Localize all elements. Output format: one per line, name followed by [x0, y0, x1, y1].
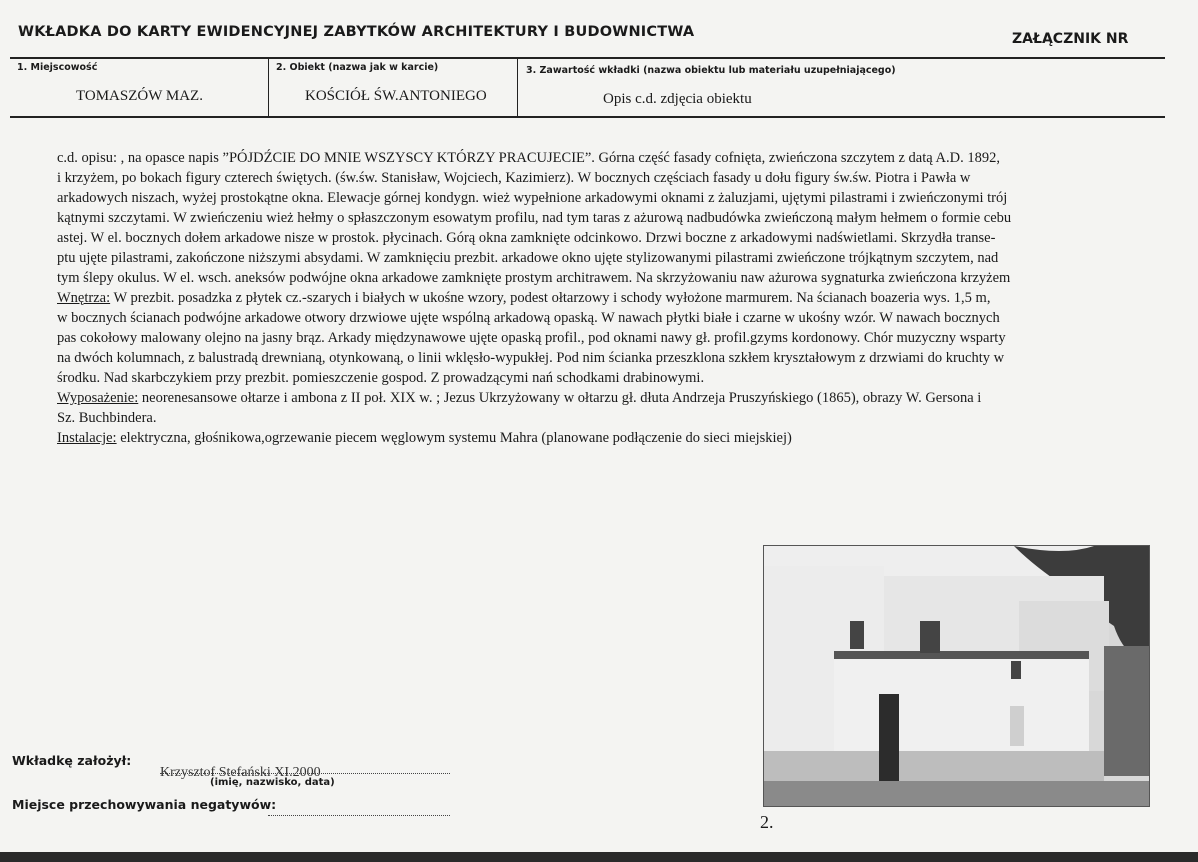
- desc-line: kątnymi szczytami. W zwieńczeniu wież hełmy o spłaszczonym esowatym profilu, nad tym taras z ażurową nadbudówka zwieńczoną małym hełmem o formie cebu: [57, 210, 1012, 226]
- field-divider-1: [268, 58, 269, 116]
- interior-section: [57, 288, 1185, 308]
- furnishings-line: Sz. Buchbindera.: [57, 410, 157, 426]
- interior-line: środku. Nad skarbczykiem przy prezbit. pomieszczenie gospod. Z prowadzącymi nań schodkami drabinowymi.: [57, 370, 705, 386]
- field-value-content: Opis c.d. zdjęcia obiektu: [603, 91, 752, 107]
- desc-line: ptu ujęte pilastrami, zakończone niższymi absydami. W zamknięciu prezbit. arkadowe okno ujęte stylizowanymi pilastrami zwieńczone trójkątnym szczytem, nad: [57, 250, 999, 266]
- church-photo: [763, 545, 1150, 807]
- negatives-dotted-line: [268, 815, 450, 816]
- desc-line: tym ślepy okulus. W el. wsch. aneksów podwójne okna arkadowe zamknięte prostym architrawem. Na skrzyżowaniu naw ażurowa sygnaturka zwieńczona krzyżem: [57, 270, 1011, 286]
- field-label-object: 2. Obiekt (nazwa jak w karcie): [276, 62, 439, 73]
- author-label: Wkładkę założył:: [12, 753, 132, 768]
- field-label-content: 3. Zawartość wkładki (nazwa obiektu lub materiału uzupełniającego): [526, 65, 896, 76]
- desc-line: i krzyżem, po bokach figury czterech świętych. (św.św. Stanisław, Wojciech, Kazimierz). W bocznych częściach fasady u dołu figury św.św. Piotra i Pawła w: [57, 170, 971, 186]
- installations-section: [57, 428, 1185, 448]
- installations-heading: Instalacje:: [57, 430, 117, 446]
- annex-label: ZAŁĄCZNIK NR: [1012, 31, 1129, 47]
- field-value-object: KOŚCIÓŁ ŚW.ANTONIEGO: [305, 88, 487, 104]
- furnishings-heading: Wyposażenie:: [57, 390, 139, 406]
- header-rule-top: [10, 57, 1165, 59]
- form-title: WKŁADKA DO KARTY EWIDENCYJNEJ ZABYTKÓW ARCHITEKTURY I BUDOWNICTWA: [18, 24, 695, 40]
- furnishings-line: neorenesansowe ołtarze i ambona z II poł. XIX w. ; Jezus Ukrzyżowany w ołtarzu gł. dłuta Andrzeja Pruszyńskiego (1865), obrazy W. Gersona i: [138, 390, 982, 406]
- furnishings-section: [57, 388, 1185, 408]
- field-value-location: TOMASZÓW MAZ.: [76, 88, 203, 104]
- desc-line: arkadowych niszach, wyżej prostokątne okna. Elewacje górnej kondygn. wież wypełnione arkadowymi oknami z żaluzjami, ujętymi pilastrami i zwieńczonymi trój: [57, 190, 1008, 206]
- interior-line: na dwóch kolumnach, z balustradą drewnianą, otynkowaną, o linii wklęsło-wypukłej. Pod nim ścianka przeszklona szkłem kryształowym z drzwiami do kruchty w: [57, 350, 1005, 366]
- author-signature: Krzysztof Stefański XI.2000: [160, 765, 321, 780]
- interior-line: W prezbit. posadzka z płytek cz.-szarych i białych w ukośne wzory, podest ołtarzowy i schody wyłożone marmurem. Na ścianach boazeria wys. 1,5 m,: [110, 290, 991, 306]
- interior-heading: Wnętrza:: [57, 290, 111, 306]
- page-number: 2.: [760, 812, 774, 832]
- description-text: [57, 148, 1185, 448]
- field-divider-2: [517, 58, 518, 116]
- negatives-label: Miejsce przechowywania negatywów:: [12, 797, 277, 812]
- interior-line: w bocznych ścianach podwójne arkadowe otwory drzwiowe ujęte wspólną arkadową opaską. W nawach płytki białe i czarne w ukośny wzór. W nawach bocznych: [57, 310, 1000, 326]
- desc-line: astej. W el. bocznych dołem arkadowe nisze w prostok. płycinach. Górą okna zamknięte odcinkowo. Drzwi boczne z arkadowymi nadświetlami. Skrzydła transe-: [57, 230, 996, 246]
- author-caption: (imię, nazwisko, data): [210, 777, 335, 788]
- desc-line: c.d. opisu: , na opasce napis ”PÓJDŹCIE DO MNIE WSZYSCY KTÓRZY PRACUJECIE”. Górna część fasady cofnięta, zwieńczona szczytem z datą A.D. 1892,: [57, 150, 1000, 166]
- scan-edge: [0, 852, 1198, 862]
- field-label-location: 1. Miejscowość: [17, 62, 98, 73]
- installations-text: elektryczna, głośnikowa,ogrzewanie piecem węglowym systemu Mahra (planowane podłączenie do sieci miejskiej): [116, 430, 792, 446]
- header-rule-bottom: [10, 116, 1165, 118]
- interior-line: pas cokołowy malowany olejno na jasny brąz. Arkady międzynawowe ujęte opaską profil., pod oknami nawy gł. profil.gzyms kordonowy. Chór muzyczny wsparty: [57, 330, 1006, 346]
- author-dotted-line: [160, 773, 450, 774]
